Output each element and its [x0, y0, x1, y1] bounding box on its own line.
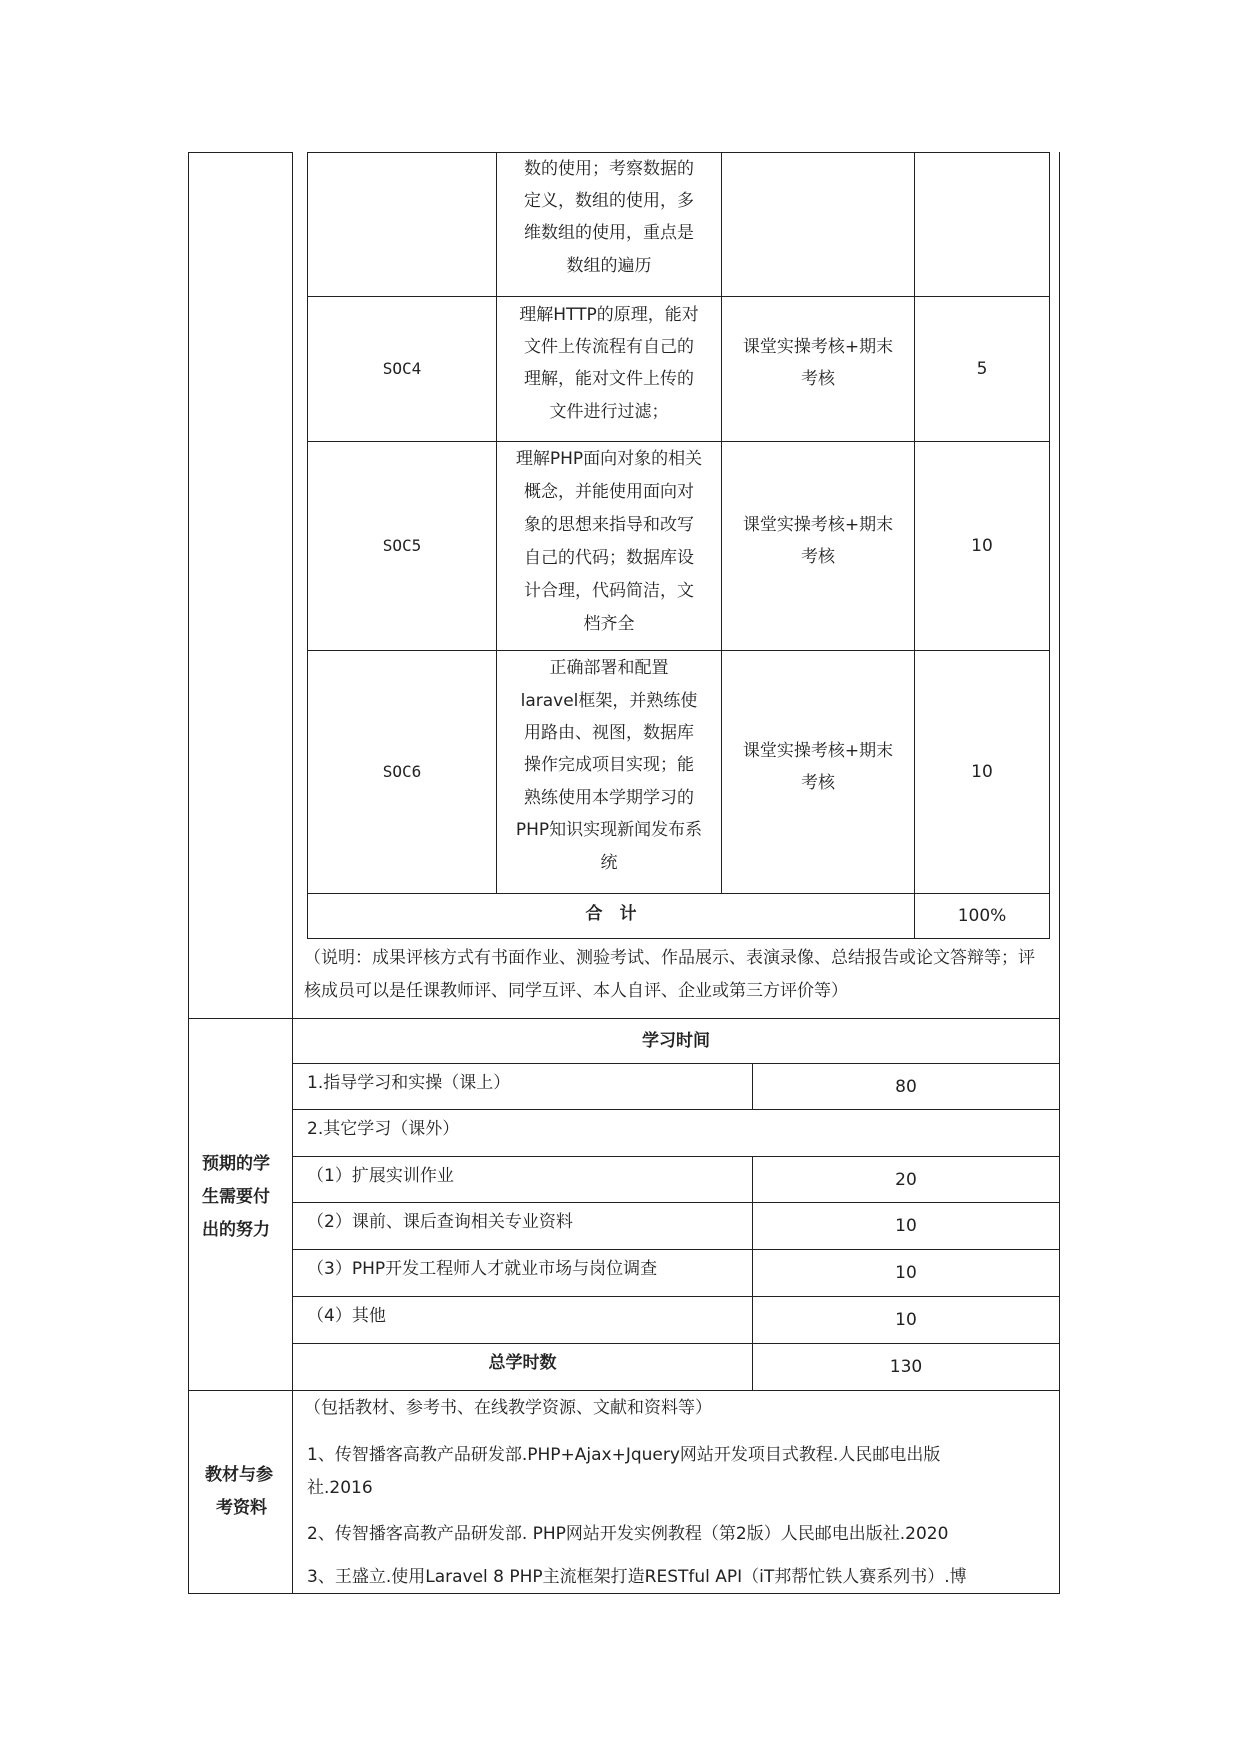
inner-table-bottom	[307, 938, 1050, 939]
assessment-note: （说明：成果评核方式有书面作业、测验考试、作品展示、表演录像、总结报告或论文答辩等；评核成员可以是任课教师评、同学互评、本人自评、企业或第三方评价等）	[304, 948, 1035, 1001]
effort-total-value: 130	[889, 1357, 923, 1377]
effort-item-value: 10	[895, 1263, 917, 1283]
effort-item-value: 10	[895, 1310, 917, 1330]
effort-item-value: 20	[895, 1169, 917, 1190]
content-line: 理解HTTP的原理，能对	[519, 305, 699, 325]
content-row0-line4: 数组的遍历	[566, 256, 652, 276]
content-line: 理解，能对文件上传的	[524, 369, 694, 389]
content-line: 熟练使用本学期学习的	[524, 788, 694, 808]
method-line: 考核	[801, 369, 835, 389]
method-line: 考核	[801, 547, 835, 567]
code-cell: SOC5	[382, 536, 422, 555]
content-line: 理解PHP面向对象的相关	[515, 449, 703, 469]
references-label-line: 考资料	[216, 1498, 267, 1518]
reference-item-line: 社.2016	[307, 1478, 373, 1498]
inner-table-right	[1049, 152, 1050, 939]
total-label: 合 计	[585, 904, 637, 924]
effort-item-label: 2.其它学习（课外）	[307, 1119, 460, 1139]
weight-cell: 10	[971, 762, 993, 782]
references-label-line: 教材与参	[205, 1465, 273, 1485]
method-line: 考核	[801, 773, 835, 793]
content-line: 象的思想来指导和改写	[524, 515, 694, 535]
content-row0-line1: 数的使用；考察数据的	[524, 159, 694, 179]
effort-item-label: 1.指导学习和实操（课上）	[307, 1073, 511, 1093]
content-line: PHP知识实现新闻发布系	[515, 820, 703, 840]
total-value: 100%	[957, 906, 1007, 926]
method-line: 课堂实操考核+期末	[742, 515, 894, 535]
content-row0-line2: 定义，数组的使用，多	[524, 191, 694, 211]
content-line: 正确部署和配置	[549, 658, 669, 678]
method-line: 课堂实操考核+期末	[742, 337, 894, 357]
effort-item-label: （4）其他	[307, 1306, 386, 1326]
effort-label-line: 预期的学	[202, 1154, 270, 1174]
effort-label-line: 生需要付	[202, 1187, 270, 1207]
weight-cell: 5	[976, 359, 988, 379]
outer-border-top	[188, 152, 292, 153]
outer-border-bottom	[188, 1593, 1060, 1594]
effort-header: 学习时间	[642, 1031, 710, 1051]
content-line: 用路由、视图，数据库	[524, 723, 694, 743]
section-divider-2	[188, 1390, 1060, 1391]
content-line: 文件上传流程有自己的	[524, 337, 694, 357]
content-line: 计合理，代码简洁，文	[524, 581, 694, 601]
effort-item-label: （3）PHP开发工程师人才就业市场与岗位调查	[307, 1259, 658, 1279]
outer-border-right	[1059, 152, 1060, 1594]
content-line: laravel框架，并熟练使	[520, 691, 698, 711]
reference-item-line: 2、传智播客高教产品研发部. PHP网站开发实例教程（第2版）人民邮电出版社.2020	[307, 1524, 949, 1544]
weight-cell: 10	[971, 536, 993, 556]
content-row0-line3: 维数组的使用，重点是	[524, 223, 694, 243]
effort-row-line	[292, 1109, 1060, 1110]
content-line: 文件进行过滤；	[549, 402, 669, 422]
content-line: 操作完成项目实现；能	[524, 755, 694, 775]
effort-label-line: 出的努力	[202, 1220, 270, 1240]
references-intro: （包括教材、参考书、在线教学资源、文献和资料等）	[304, 1398, 712, 1418]
method-line: 课堂实操考核+期末	[742, 741, 894, 761]
effort-total-label: 总学时数	[488, 1353, 557, 1373]
content-line: 统	[600, 853, 618, 873]
effort-item-value: 80	[895, 1076, 917, 1097]
effort-item-value: 10	[895, 1216, 917, 1236]
outer-border-left	[188, 152, 189, 1594]
content-line: 档齐全	[583, 614, 635, 634]
reference-item-line: 3、王盛立.使用Laravel 8 PHP主流框架打造RESTful API（iT邦帮忙铁人赛系列书）.博	[307, 1567, 967, 1587]
effort-item-label: （2）课前、课后查询相关专业资料	[307, 1212, 573, 1232]
code-cell: SOC4	[382, 359, 422, 378]
content-line: 自己的代码；数据库设	[524, 548, 694, 568]
effort-item-label: （1）扩展实训作业	[307, 1166, 454, 1186]
code-cell: SOC6	[382, 762, 422, 781]
content-line: 概念，并能使用面向对	[524, 482, 694, 502]
reference-item-line: 1、传智播客高教产品研发部.PHP+Ajax+Jquery网站开发项目式教程.人民邮电出版	[307, 1445, 941, 1465]
